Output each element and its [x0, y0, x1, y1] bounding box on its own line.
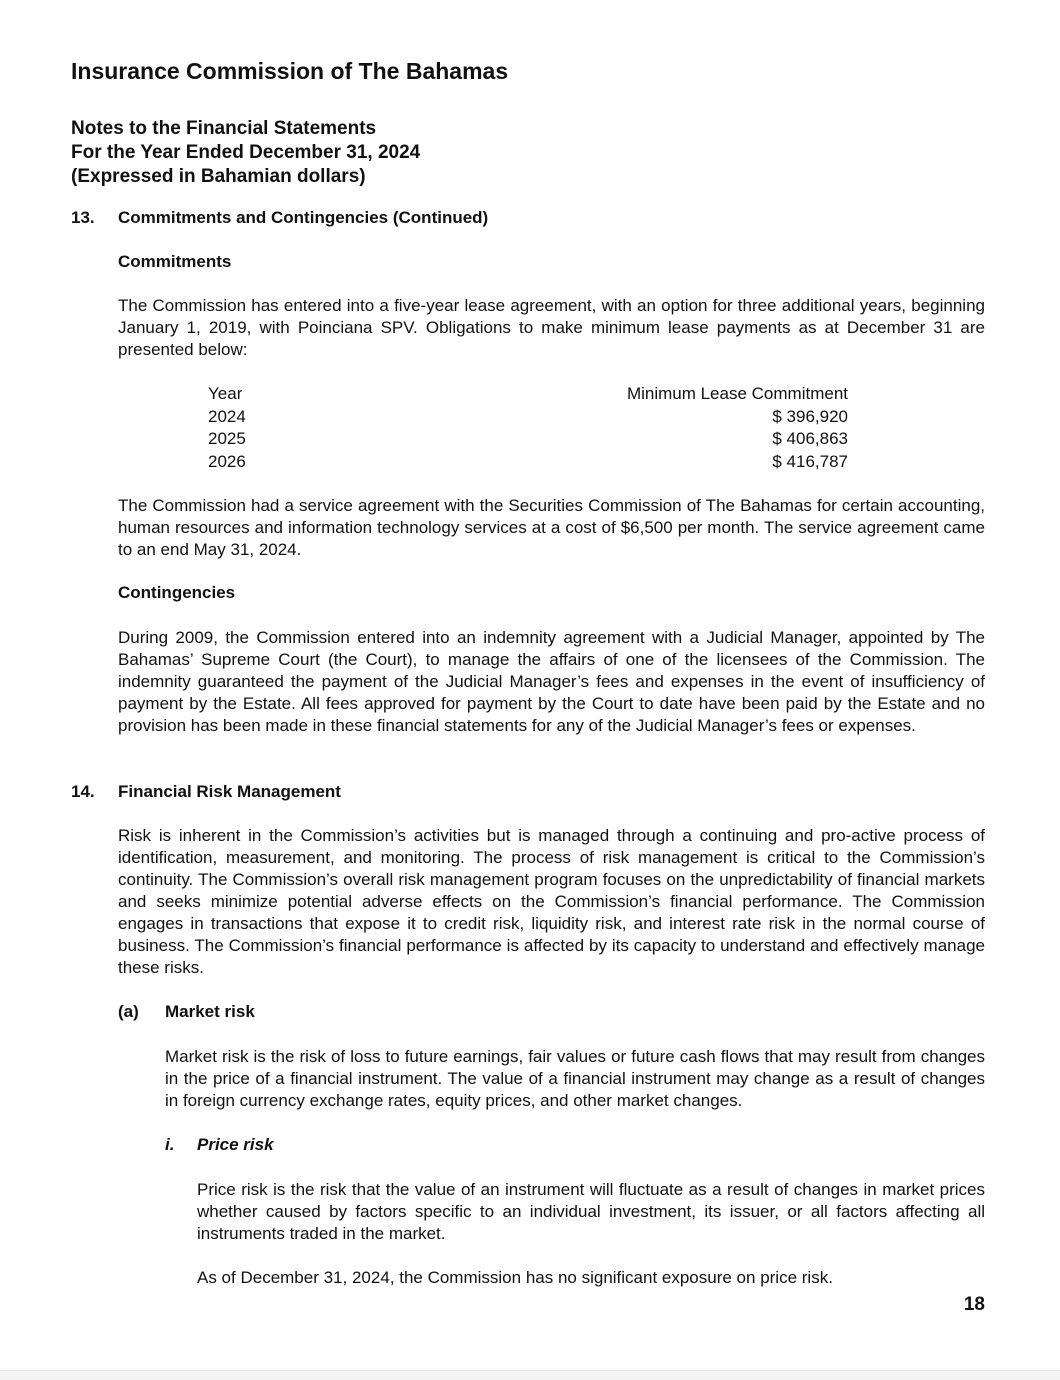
- contingencies-paragraph: During 2009, the Commission entered into an indemnity agreement with a Judicial Manager, appointed by The Bahamas’ Supreme Court (the Court), to manage the affairs of one of the licensees of the Commission. The indemnity guaranteed the payment of the Judicial Manager’s fees and expenses in the event of insufficiency of payment by the Estate. All fees approved for payment by the Court to date have been paid by the Estate and no provision has been made in these financial statements for any of the Judicial Manager’s fees or expenses.: [118, 628, 985, 735]
- section-14-title: Financial Risk Management: [118, 782, 341, 801]
- risk-intro-paragraph: Risk is inherent in the Commission’s activities but is managed through a continuing and pro-active process of identification, measurement, and monitoring. The process of risk management is critical to the Commission’s continuity. The Commission’s overall risk management program focuses on the unpredictability of financial markets and seeks minimize potential adverse effects on the Commission’s financial performance. The Commission engages in transactions that expose it to credit risk, liquidity risk, and interest rate risk in the normal course of business. The Commission’s financial performance is affected by its capacity to understand and effectively manage these risks.: [118, 826, 985, 977]
- page-number: 18: [963, 1294, 985, 1315]
- table-header-year: Year: [208, 384, 243, 403]
- currency-note: (Expressed in Bahamian dollars): [71, 166, 366, 187]
- table-row-year: 2025: [208, 429, 246, 448]
- service-agreement-paragraph: The Commission had a service agreement with the Securities Commission of The Bahamas for certain accounting, human resources and information technology services at a cost of $6,500 per month. The service agreement came to an end May 31, 2024.: [118, 496, 985, 559]
- table-row-value: $ 416,787: [772, 451, 848, 471]
- notes-title: Notes to the Financial Statements: [71, 118, 377, 139]
- contingencies-heading: Contingencies: [118, 583, 236, 602]
- price-risk-paragraph: Price risk is the risk that the value of an instrument will fluctuate as a result of changes in market prices whether caused by factors specific to an individual investment, its issuer, or all factors affecting all instruments traded in the market.: [197, 1180, 985, 1243]
- table-row-year: 2024: [208, 406, 246, 426]
- table-row-value: $ 406,863: [772, 429, 848, 448]
- table-row-year: 2026: [208, 451, 246, 471]
- commitments-heading: Commitments: [118, 252, 232, 271]
- table-header-commitment: Minimum Lease Commitment: [626, 384, 848, 403]
- market-risk-title: Market risk: [165, 1002, 255, 1021]
- period-title: For the Year Ended December 31, 2024: [71, 142, 421, 163]
- commitments-paragraph: The Commission has entered into a five-year lease agreement, with an option for three additional years, beginning January 1, 2019, with Poinciana SPV. Obligations to make minimum lease payments as at December 31 are presented below:: [118, 296, 985, 359]
- price-risk-title: Price risk: [197, 1135, 274, 1154]
- market-risk-label: (a): [118, 1002, 139, 1021]
- section-14-number: 14.: [71, 782, 95, 801]
- lease-commitment-table: [0, 383, 1060, 478]
- table-row-value: $ 396,920: [772, 406, 848, 426]
- organization-title: Insurance Commission of The Bahamas: [71, 58, 509, 84]
- price-risk-exposure: As of December 31, 2024, the Commission has no significant exposure on price risk.: [197, 1268, 833, 1287]
- section-13-title: Commitments and Contingencies (Continued): [118, 208, 489, 227]
- price-risk-label: i.: [165, 1135, 175, 1154]
- section-13-number: 13.: [71, 208, 95, 227]
- market-risk-paragraph: Market risk is the risk of loss to future earnings, fair values or future cash flows that may result from changes in the price of a financial instrument. The value of a financial instrument may change as a result of changes in foreign currency exchange rates, equity prices, and other market changes.: [165, 1047, 985, 1110]
